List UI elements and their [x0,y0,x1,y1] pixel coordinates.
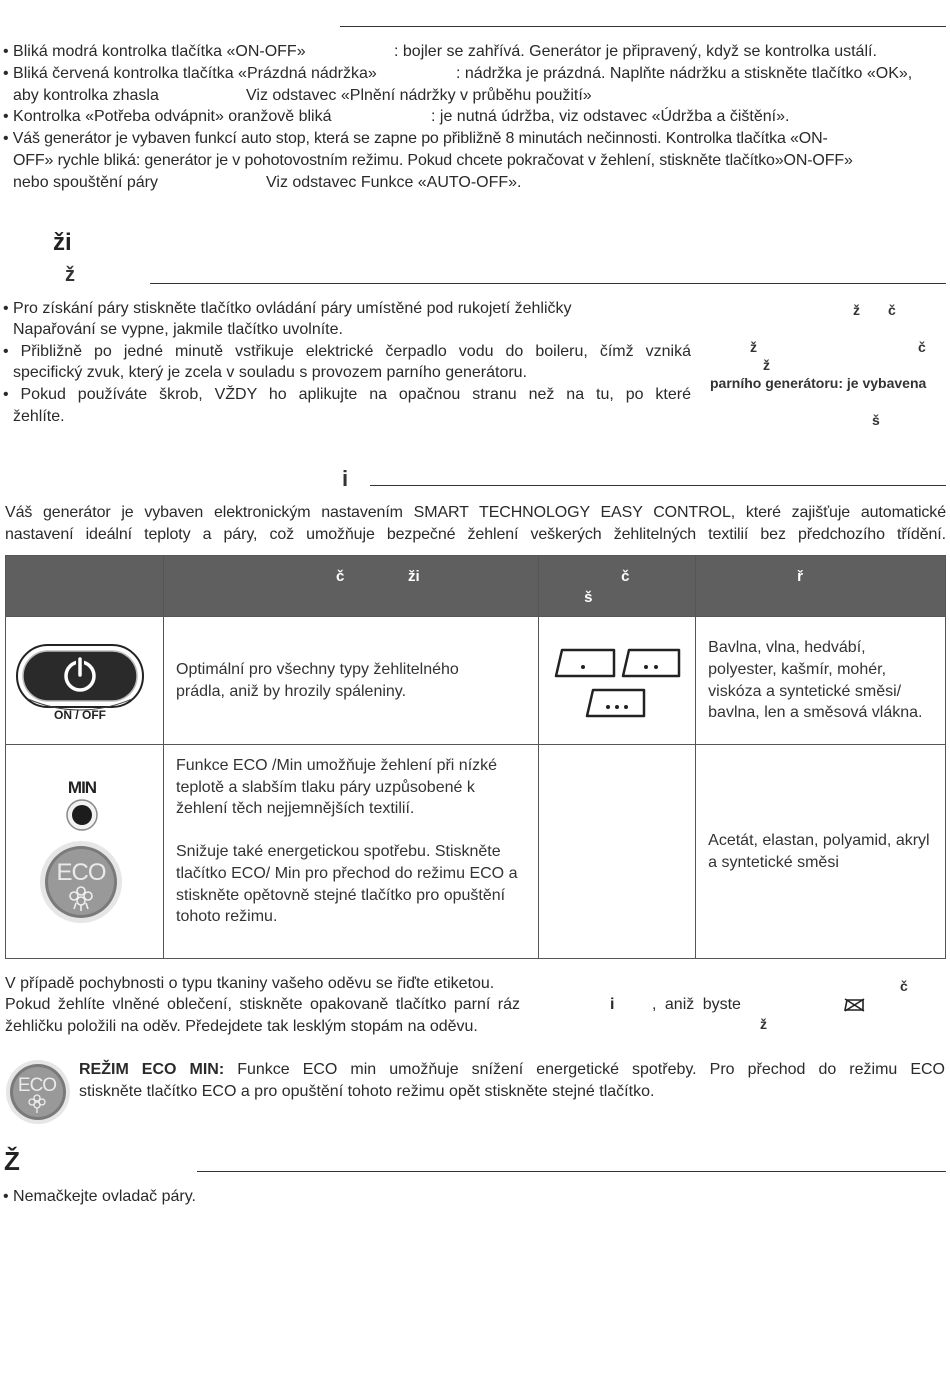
eco-button-icon [40,841,122,923]
eco-mode-text-1: Funkce ECO min umožňuje snížení energetické spotřeby. Pro přechod do režimu ECO [224,1061,945,1078]
smart-intro-2: nastavení ideální teploty a páry, což umožňuje bezpečné žehlení veškerých žehlitelných textilií bez předchozího třídění. [5,526,946,543]
eco-description-1: Funkce ECO /Min umožňuje žehlení při nízké teplotě a slabším tlaku páry uzpůsobené k žehlení těch nejjemnějších textilií. [176,757,498,818]
iron-three-dots-icon [587,690,644,716]
section-rule-iron [150,283,946,284]
top-rule [340,26,946,27]
eco-mode-icon [4,1031,72,1125]
iron-bullet-2a: • Přibližně po jedné minutě vstřikuje elektrické čerpadlo vodu do boileru, čímž vzniká [3,343,691,360]
min-indicator-light [67,800,97,830]
side-frag-3: ž [750,339,757,355]
smart-intro-1: Váš generátor je vybaven elektronickým nastavením SMART TECHNOLOGY EASY CONTROL, které zajišťuje automatické [5,504,946,521]
eco-fabrics: Acetát, elastan, polyamid, akryl a syntetické směsi [708,831,930,871]
header-3-frag-b: š [584,589,593,606]
eco-fabrics-cell [696,745,946,959]
indicator-blue-label: • Bliká modrá kontrolka tlačítka «ON-OFF» [3,43,306,60]
onoff-temp-cell [539,617,696,745]
min-label: MIN [67,778,97,797]
section-subheading-iron: ž [65,264,75,286]
after-frag-c: č [900,978,908,994]
side-frag-6: parního generátoru: je vybavena [710,375,927,391]
table-header-row [6,556,946,617]
section-rule-smart [370,485,946,486]
iron-bullet-3a: • Pokud používáte škrob, VŽDY ho aplikujte na opačnou stranu než na tu, po které [3,386,691,403]
eco-desc-cell [164,745,539,959]
onoff-description: Optimální pro všechny typy žehlitelného prádla, aniž by hrozily spáleniny. [176,660,459,700]
iron-bullet-1b: Napařování se vypne, jakmile tlačítko uvolníte. [13,321,343,338]
iron-one-dot-icon [556,650,614,676]
indicator-red-cont: aby kontrolka zhasla [13,87,159,104]
no-steam-icon [843,998,865,1012]
wool-note-c: , aniž byste [652,996,741,1013]
header-cell-3 [539,556,696,617]
wool-note-a: Pokud žehlíte vlněné oblečení, stiskněte opakovaně tlačítko parní ráz [5,996,520,1013]
section-heading-iron: ži [53,229,72,256]
onoff-icon-cell [6,617,164,745]
iron-two-dots-icon [623,650,679,676]
section-heading-last: Ž [4,1146,20,1176]
table-row-eco [6,745,946,959]
side-frag-1: ž [853,302,860,318]
wool-note-b: i [610,996,615,1013]
autostop-line-3a: nebo spouštění páry [13,174,158,191]
header-4-frag: ř [797,568,803,585]
iron-bullet-3b: žehlíte. [13,408,65,425]
indicator-orange-text: : je nutná údržba, viz odstavec «Údržba a čištění». [431,108,790,125]
eco-description-2: Snižuje také energetickou spotřebu. Stiskněte tlačítko ECO/ Min pro přechod do režimu ECO a stiskněte opětovně stejné tlačítko pro opuštění tohoto režimu. [176,843,518,926]
iron-bullet-2b: specifický zvuk, který je zcela v souladu s provozem parního generátoru. [13,364,528,381]
eco-mode-title: REŽIM ECO MIN: [79,1061,225,1078]
indicator-orange-label: • Kontrolka «Potřeba odvápnit» oranžově bliká [3,108,332,125]
autostop-line-1: • Váš generátor je vybaven funkcí auto stop, která se zapne po přibližně 8 minutách nečinnosti. Kontrolka tlačítka «ON- [3,130,828,147]
wool-note-d: žehličku položili na oděv. Předejdete tak lesklým stopám na oděvu. [5,1018,478,1035]
eco-icon-cell [6,745,164,959]
header-2-frag-a: č [336,568,345,585]
section-rule-last [197,1171,946,1172]
fabric-doubt-note: V případě pochybnosti o typu tkaniny vašeho oděvu se řiďte etiketou. [5,975,495,992]
header-cell-1 [6,556,164,617]
side-frag-2: č [888,302,896,318]
header-2-frag-b: ži [408,568,420,585]
eco-label: ECO [56,859,106,886]
settings-table [5,555,946,959]
section-heading-smart: i [342,466,349,491]
onoff-fabrics: Bavlna, vlna, hedvábí, polyester, kašmír, mohér, viskóza a syntetické směsi/ bavlna, len a směsová vlákna. [708,639,923,722]
eco-min-icons [6,745,163,957]
eco-mode-line-1 [79,1059,945,1081]
indicator-red-label: • Bliká červená kontrolka tlačítka «Prázdná nádržka» [3,65,377,82]
autostop-line-3b: Viz odstavec Funkce «AUTO-OFF». [266,174,522,191]
header-3-frag-a: č [621,568,630,585]
iron-bullet-1a: • Pro získání páry stiskněte tlačítko ovládání páry umístěné pod rukojetí žehličky [3,300,572,317]
indicator-red-text: : nádržka je prázdná. Naplňte nádržku a stiskněte tlačítko «OK», [456,65,913,82]
header-cell-4 [696,556,946,617]
eco-temp-cell [539,745,696,959]
table-row-onoff [6,617,946,745]
eco-mode-label: ECO [17,1075,57,1096]
side-frag-7: š [872,412,880,428]
side-frag-5: ž [763,357,770,373]
side-frag-4: č [918,339,926,355]
after-frag-z: ž [760,1016,767,1032]
autostop-line-2: OFF» rychle bliká: generátor je v pohotovostním režimu. Pokud chcete pokračovat v žehlení, stiskněte tlačítko»ON-OFF» [13,152,853,169]
iron-temperature-icons [539,617,695,744]
onoff-label: ON / OFF [54,708,106,722]
eco-mode-line-2: stiskněte tlačítko ECO a pro opuštění tohoto režimu opět stiskněte stejné tlačítko. [79,1083,655,1100]
onoff-button-icon [6,617,163,744]
onoff-fabrics-cell [696,617,946,745]
indicator-red-ref: Viz odstavec «Plnění nádržky v průběhu použití» [246,87,592,104]
last-bullet: • Nemačkejte ovladač páry. [3,1188,196,1205]
indicator-blue-text: : bojler se zahřívá. Generátor je připravený, když se kontrolka ustálí. [394,43,877,60]
onoff-desc-cell [164,617,539,745]
header-cell-2 [164,556,539,617]
